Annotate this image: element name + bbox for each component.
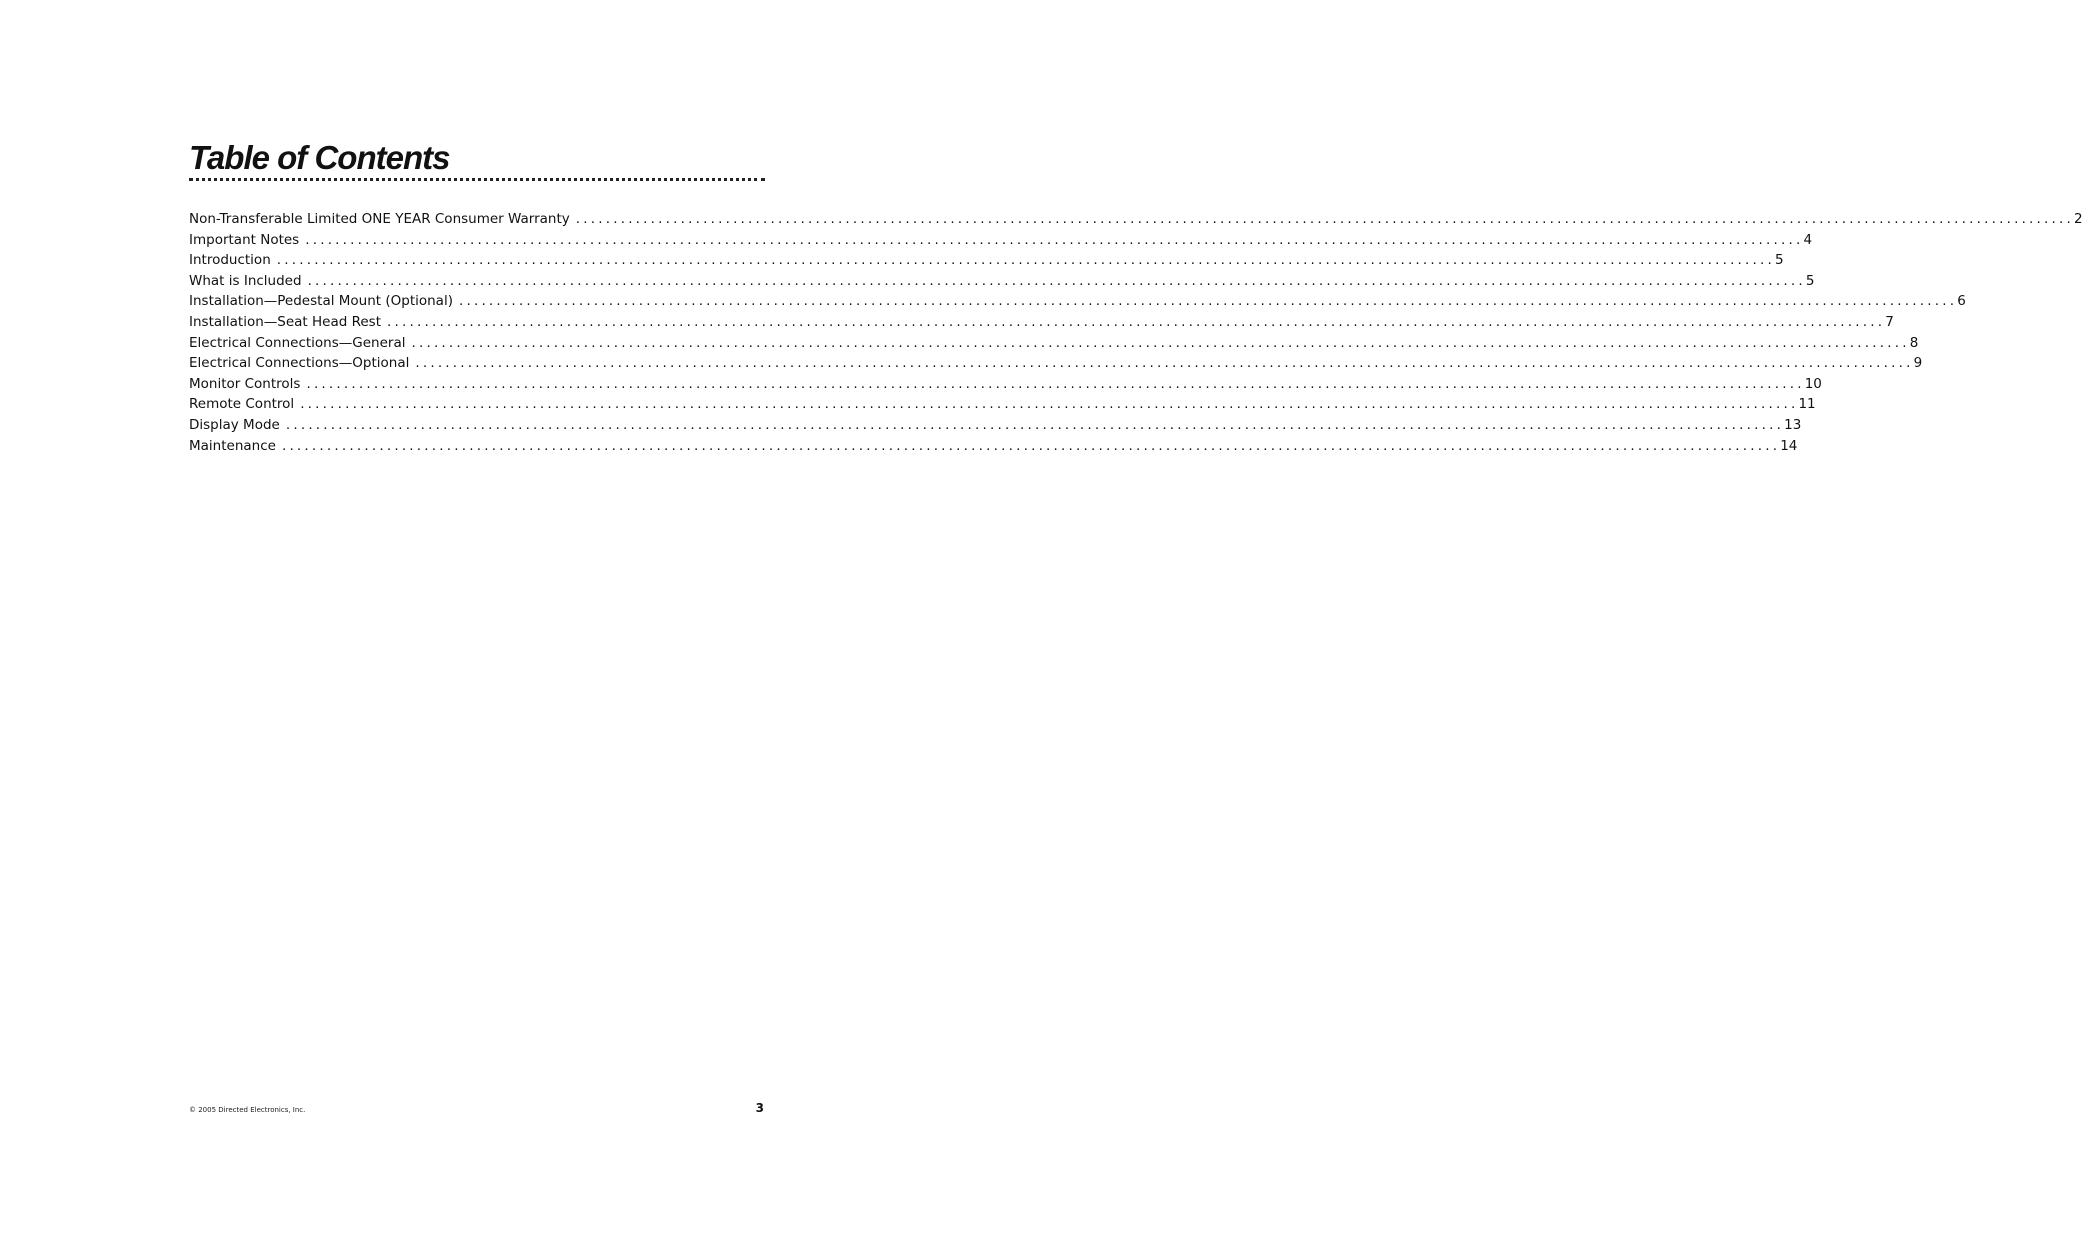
toc-entry-electrical-general[interactable]: [189, 333, 1919, 354]
toc-entry-what-is-included[interactable]: [189, 271, 1815, 292]
toc-entry-label: Non-Transferable Limited ONE YEAR Consumer Warranty: [189, 211, 570, 227]
toc-entry-monitor-controls[interactable]: [189, 374, 1822, 395]
toc-entry-label: Electrical Connections—General: [189, 334, 406, 351]
toc-entry-label: Maintenance: [189, 437, 276, 454]
toc-entry-page: 5: [1805, 272, 1815, 289]
toc-dot-leader: ........................................................................................................................................................................................................: [276, 252, 1776, 269]
toc-entry-display-mode[interactable]: [189, 415, 1802, 436]
toc-dot-leader: ........................................................................................................................................................................................................: [306, 375, 1805, 392]
toc-entry-label: Installation—Pedestal Mount (Optional): [189, 293, 453, 310]
toc-dot-leader: ........................................................................................................................................................................................................: [415, 355, 1914, 372]
toc-dot-leader: ........................................................................................................................................................................................................: [458, 293, 1958, 310]
toc-entry-page: 4: [1803, 231, 1813, 248]
toc-entry-label: Electrical Connections—Optional: [189, 355, 410, 372]
toc-dot-leader: ........................................................................................................................................................................................................: [575, 211, 2075, 227]
toc-dot-leader: ........................................................................................................................................................................................................: [285, 416, 1785, 433]
toc-entry-label: What is Included: [189, 272, 302, 289]
toc-entry-page: 13: [1784, 416, 1802, 433]
toc-entry-page: 2: [2074, 211, 2083, 227]
toc-entry-label: Important Notes: [189, 231, 300, 248]
toc-entry-label: Remote Control: [189, 396, 295, 413]
toc-dot-leader: ........................................................................................................................................................................................................: [281, 437, 1781, 454]
toc-entry-label: Installation—Seat Head Rest: [189, 313, 381, 330]
toc-dot-leader: ........................................................................................................................................................................................................: [307, 272, 1806, 289]
toc-entry-introduction[interactable]: [189, 250, 1784, 271]
footer-copyright: © 2005 Directed Electronics, Inc.: [189, 1106, 306, 1114]
toc-dot-leader: ........................................................................................................................................................................................................: [305, 231, 1804, 248]
toc-dot-leader: ........................................................................................................................................................................................................: [300, 396, 1799, 413]
toc-entry-page: 9: [1913, 355, 1923, 372]
toc-dot-leader: ........................................................................................................................................................................................................: [411, 334, 1910, 351]
toc-entry-remote-control[interactable]: [189, 394, 1816, 415]
toc-entry-label: Introduction: [189, 252, 271, 269]
page-title: Table of Contents: [189, 139, 450, 176]
toc-entry-important-notes[interactable]: [189, 230, 1813, 251]
title-dotted-rule: [189, 178, 765, 181]
toc-entry-page: 14: [1780, 437, 1798, 454]
footer-page-number: 3: [755, 1101, 764, 1115]
table-of-contents: [189, 209, 2083, 456]
toc-entry-page: 6: [1957, 293, 1966, 310]
toc-entry-warranty[interactable]: [189, 209, 2083, 230]
toc-entry-page: 11: [1798, 396, 1816, 413]
toc-entry-page: 8: [1909, 334, 1919, 351]
toc-entry-maintenance[interactable]: [189, 436, 1798, 457]
toc-entry-label: Monitor Controls: [189, 375, 301, 392]
toc-entry-label: Display Mode: [189, 416, 280, 433]
toc-entry-electrical-optional[interactable]: [189, 353, 1923, 374]
toc-entry-page: 5: [1775, 252, 1784, 269]
toc-entry-page: 10: [1804, 375, 1822, 392]
toc-entry-page: 7: [1885, 313, 1894, 330]
toc-entry-installation-pedestal[interactable]: [189, 291, 1966, 312]
toc-dot-leader: ........................................................................................................................................................................................................: [387, 313, 1886, 330]
toc-entry-installation-head-rest[interactable]: [189, 312, 1894, 333]
